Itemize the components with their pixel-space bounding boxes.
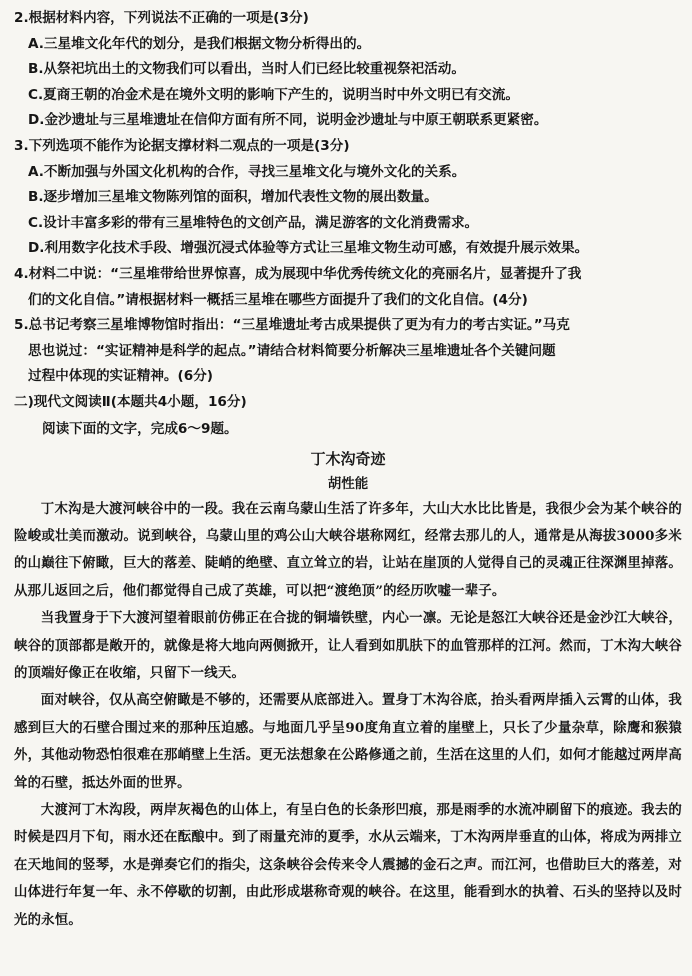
question-line: 思也说过：“实证精神是科学的起点。”请结合材料简要分析解决三星堆遗址各个关键问题 <box>28 342 556 359</box>
question-line: 4.材料二中说：“三星堆带给世界惊喜，成为展现中华优秀传统文化的亮丽名片，显著提升了我 <box>14 265 582 282</box>
option-b: B.逐步增加三星堆文物陈列馆的面积，增加代表性文物的展出数量。 <box>28 189 438 206</box>
question-5 <box>14 313 682 390</box>
section-instruction: 阅读下面的文字，完成6～9题。 <box>42 420 238 437</box>
article-paragraph: 面对峡谷，仅从高空俯瞰是不够的，还需要从底部进入。置身丁木沟谷底，抬头看两岸插入云霄的山体，我感到巨大的石壁合围过来的那种压迫感。与地面几乎呈90度角直立着的崖壁上，只长了少量杂草，除鹰和猴猿外，其他动物恐怕很难在那峭壁上生活。更无法想象在公路修通之前，生活在这里的人们，如何才能越过两岸高耸的石壁，抵达外面的世界。 <box>14 692 682 791</box>
article-author: 胡性能 <box>327 475 369 492</box>
question-stem: 2.根据材料内容，下列说法不正确的一项是(3分) <box>14 10 309 26</box>
question-2 <box>14 6 682 134</box>
option-d: D.利用数字化技术手段、增强沉浸式体验等方式让三星堆文物生动可感，有效提升展示效果。 <box>28 240 589 257</box>
article-title: 丁木沟奇迹 <box>310 449 386 468</box>
question-4 <box>14 262 682 313</box>
section-heading: 二)现代文阅读Ⅱ(本题共4小题，16分) <box>14 393 247 410</box>
question-line: 过程中体现的实证精神。(6分) <box>28 368 214 385</box>
article-paragraph: 当我置身于下大渡河望着眼前仿佛正在合拢的铜墙铁壁，内心一凛。无论是怒江大峡谷还是金沙江大峡谷，峡谷的顶部都是敞开的，就像是将大地向两侧掀开，让人看到如肌肤下的血管那样的江河。然而，丁木沟大峡谷的顶端好像正在收缩，只留下一线天。 <box>14 610 682 681</box>
option-a: A.三星堆文化年代的划分，是我们根据文物分析得出的。 <box>28 35 371 52</box>
option-b: B.从祭祀坑出土的文物我们可以看出，当时人们已经比较重视祭祀活动。 <box>28 61 465 78</box>
option-d: D.金沙遗址与三星堆遗址在信仰方面有所不同，说明金沙遗址与中原王朝联系更紧密。 <box>28 112 548 129</box>
article-paragraph: 大渡河丁木沟段，两岸灰褐色的山体上，有呈白色的长条形凹痕，那是雨季的水流冲刷留下的痕迹。我去的时候是四月下旬，雨水还在酝酿中。到了雨量充沛的夏季，水从云端来，丁木沟两岸垂直的山体，将成为两排立在天地间的竖琴，水是弹奏它们的指尖，这条峡谷会传来令人震撼的金石之声。而江河，也借助巨大的落差，对山体进行年复一年、永不停歇的切割，由此形成堪称奇观的峡谷。在这里，能看到水的执着、石头的坚持以及时光的永恒。 <box>14 801 682 928</box>
option-c: C.设计丰富多彩的带有三星堆特色的文创产品，满足游客的文化消费需求。 <box>28 214 479 231</box>
question-line: 5.总书记考察三星堆博物馆时指出：“三星堆遗址考古成果提供了更为有力的考古实证。”马克 <box>14 317 570 334</box>
option-a: A.不断加强与外国文化机构的合作，寻找三星堆文化与境外文化的关系。 <box>28 163 466 180</box>
question-line: 们的文化自信。”请根据材料一概括三星堆在哪些方面提升了我们的文化自信。(4分) <box>28 291 528 308</box>
question-3 <box>14 134 682 262</box>
article-paragraph: 丁木沟是大渡河峡谷中的一段。我在云南乌蒙山生活了许多年，大山大水比比皆是，我很少会为某个峡谷的险峻或壮美而激动。说到峡谷，乌蒙山里的鸡公山大峡谷堪称网红，经常去那儿的人，通常是从海拔3000多米的山巅往下俯瞰，巨大的落差、陡峭的绝壁、直立耸立的岩，让站在崖顶的人觉得自己的灵魂正往深渊里掉落。从那儿返回之后，他们都觉得自己成了英雄，可以把“渡绝顶”的经历吹嘘一辈子。 <box>14 500 682 599</box>
option-c: C.夏商王朝的冶金术是在境外文明的影响下产生的，说明当时中外文明已有交流。 <box>28 86 519 103</box>
question-stem: 3.下列选项不能作为论据支撑材料二观点的一项是(3分) <box>14 137 350 154</box>
